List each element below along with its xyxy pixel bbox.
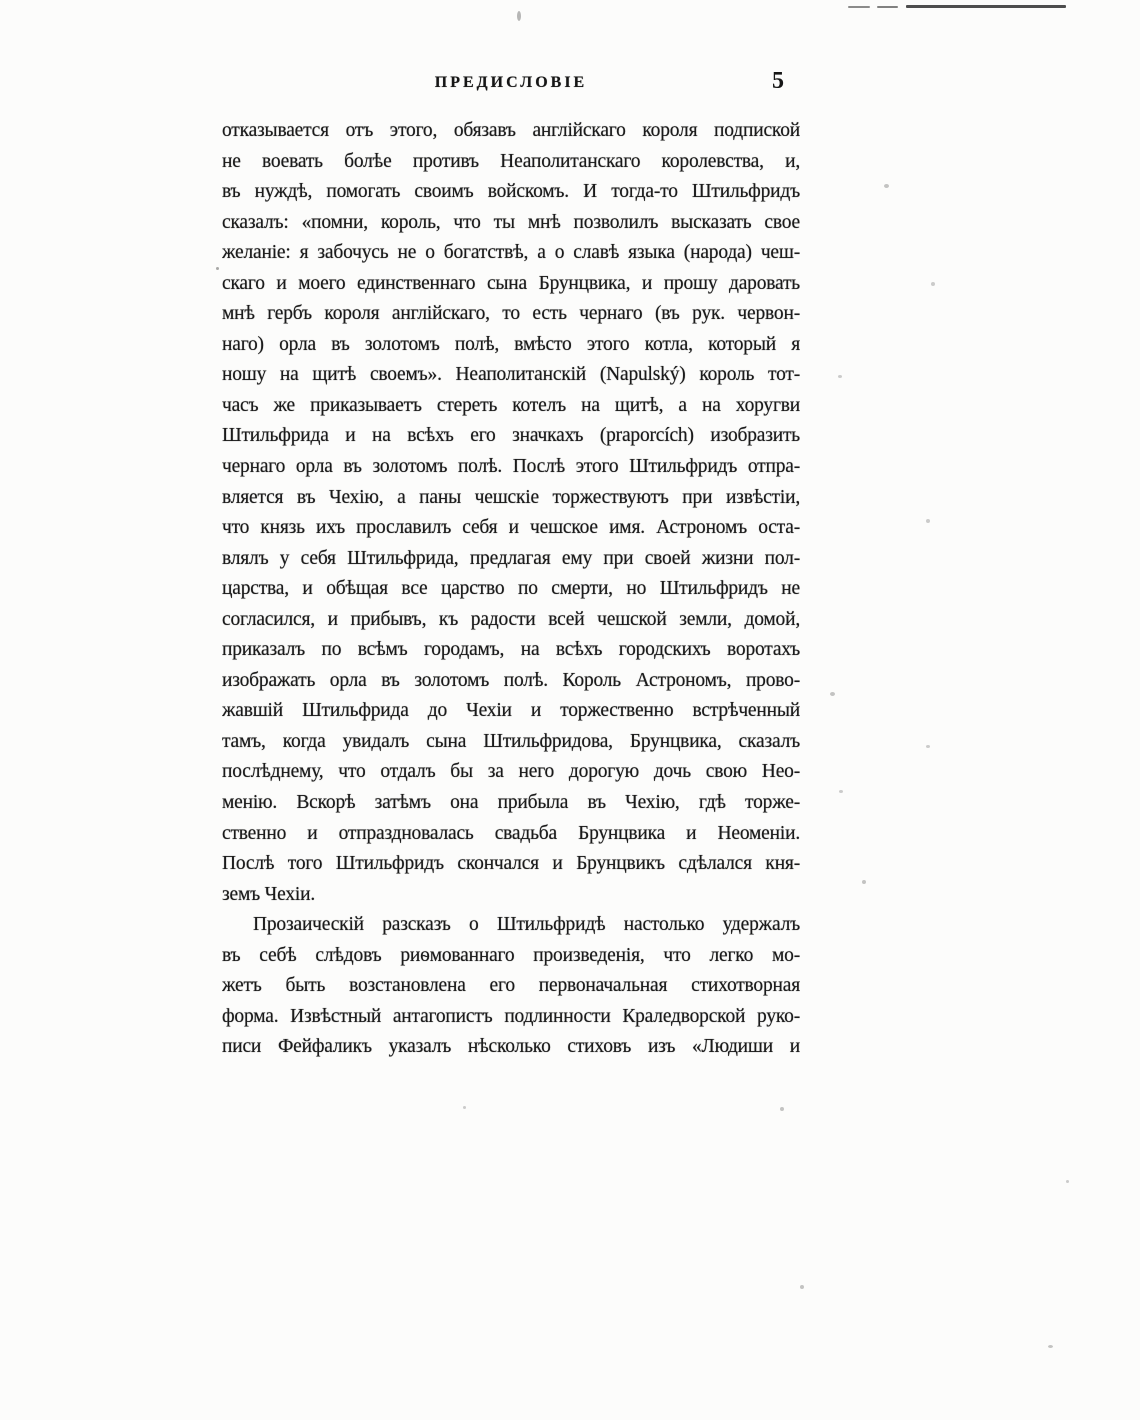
text-line: послѣднему, что отдалъ бы за него дорогую дочь свою Нео- bbox=[222, 761, 800, 783]
scan-speck bbox=[800, 1285, 804, 1289]
page-number: 5 bbox=[772, 68, 784, 94]
text-line: отказывается отъ этого, обязавъ англійскаго короля подпиской bbox=[222, 120, 800, 141]
text-line: въ себѣ слѣдовъ риѳмованнаго произведенія, что легко мо- bbox=[222, 944, 800, 966]
scan-speck bbox=[838, 375, 842, 378]
text-line: чернаго орла въ золотомъ полѣ. Послѣ этого Штильфридъ отпра- bbox=[222, 456, 800, 478]
text-line: приказалъ по всѣмъ городамъ, на всѣхъ городскихъ воротахъ bbox=[222, 639, 800, 661]
text-line: жетъ быть возстановлена его первоначальная стихотворная bbox=[222, 975, 800, 997]
text-line: не воевать болѣе противъ Неаполитанскаго королевства, и, bbox=[222, 150, 800, 172]
body-text-block bbox=[222, 116, 800, 1063]
scan-speck bbox=[517, 11, 521, 21]
text-line: мнѣ гербъ короля англійскаго, то есть чернаго (въ рук. червон- bbox=[222, 303, 800, 325]
text-line: что князь ихъ прославилъ себя и чешское имя. Астрономъ оста- bbox=[222, 517, 800, 539]
scan-speck bbox=[931, 282, 935, 286]
scan-edge-artifact bbox=[877, 6, 898, 8]
text-line: ношу на щитѣ своемъ». Неаполитанскій (Napulský) король тот- bbox=[222, 364, 800, 386]
text-line: писи Фейфаликъ указалъ нѣсколько стиховъ изъ «Людиши и bbox=[222, 1036, 800, 1058]
text-line: наго) орла въ золотомъ полѣ, вмѣсто этого котла, который я bbox=[222, 333, 800, 355]
scan-speck bbox=[926, 519, 930, 523]
text-line: жавшій Штильфрида до Чехіи и торжественно встрѣченный bbox=[222, 700, 800, 722]
text-line: земъ Чехіи. bbox=[222, 883, 316, 905]
scan-speck bbox=[830, 692, 835, 696]
text-line: часъ же приказываетъ стереть котелъ на щитѣ, а на хоругви bbox=[222, 394, 800, 416]
text-line: ственно и отпраздновалась свадьба Брунцвика и Неоменіи. bbox=[222, 822, 800, 844]
text-line: желаніе: я забочусь не о богатствѣ, а о славѣ языка (народа) чеш- bbox=[222, 242, 800, 264]
scan-edge-artifact bbox=[848, 6, 870, 8]
text-line: изображать орла въ золотомъ полѣ. Король Астрономъ, прово- bbox=[222, 669, 800, 691]
scan-speck bbox=[839, 790, 843, 793]
text-line: тамъ, когда увидалъ сына Штильфридова, Брунцвика, сказалъ bbox=[222, 730, 800, 752]
text-line: сказалъ: «помни, король, что ты мнѣ позволилъ высказать свое bbox=[222, 211, 800, 233]
scan-speck bbox=[884, 184, 889, 188]
scan-speck bbox=[463, 1106, 466, 1109]
text-line: въ нуждѣ, помогать своимъ войскомъ. И тогда-то Штильфридъ bbox=[222, 181, 800, 203]
text-line: вляется въ Чехію, а паны чешскіе торжествуютъ при извѣстіи, bbox=[222, 486, 800, 508]
scan-speck bbox=[862, 880, 866, 884]
scan-speck bbox=[216, 267, 219, 270]
scan-edge-artifact bbox=[906, 5, 1066, 8]
scan-speck bbox=[926, 745, 930, 748]
text-line: менію. Вскорѣ затѣмъ она прибыла въ Чехію, гдѣ торже- bbox=[222, 792, 800, 814]
scan-speck bbox=[1048, 1345, 1053, 1348]
text-line: Послѣ того Штильфридъ скончался и Брунцвикъ сдѣлался кня- bbox=[222, 853, 800, 875]
running-header: ПРЕДИСЛОВІЕ bbox=[434, 74, 588, 91]
text-line: Прозаическій разсказъ о Штильфридѣ настолько удержалъ bbox=[253, 914, 800, 936]
scan-speck bbox=[1066, 1180, 1069, 1183]
text-line: скаго и моего единственнаго сына Брунцвика, и прошу даровать bbox=[222, 272, 800, 294]
text-line: царства, и обѣщая все царство по смерти, но Штильфридъ не bbox=[222, 578, 800, 600]
text-line: влялъ у себя Штильфрида, предлагая ему при своей жизни пол- bbox=[222, 547, 800, 569]
text-line: согласился, и прибывъ, къ радости всей чешской земли, домой, bbox=[222, 608, 800, 630]
text-line: Штильфрида и на всѣхъ его значкахъ (praporcích) изобразить bbox=[222, 425, 800, 447]
scan-speck bbox=[780, 1107, 784, 1111]
text-line: форма. Извѣстный антагопистъ подлинности Краледворской руко- bbox=[222, 1005, 800, 1027]
